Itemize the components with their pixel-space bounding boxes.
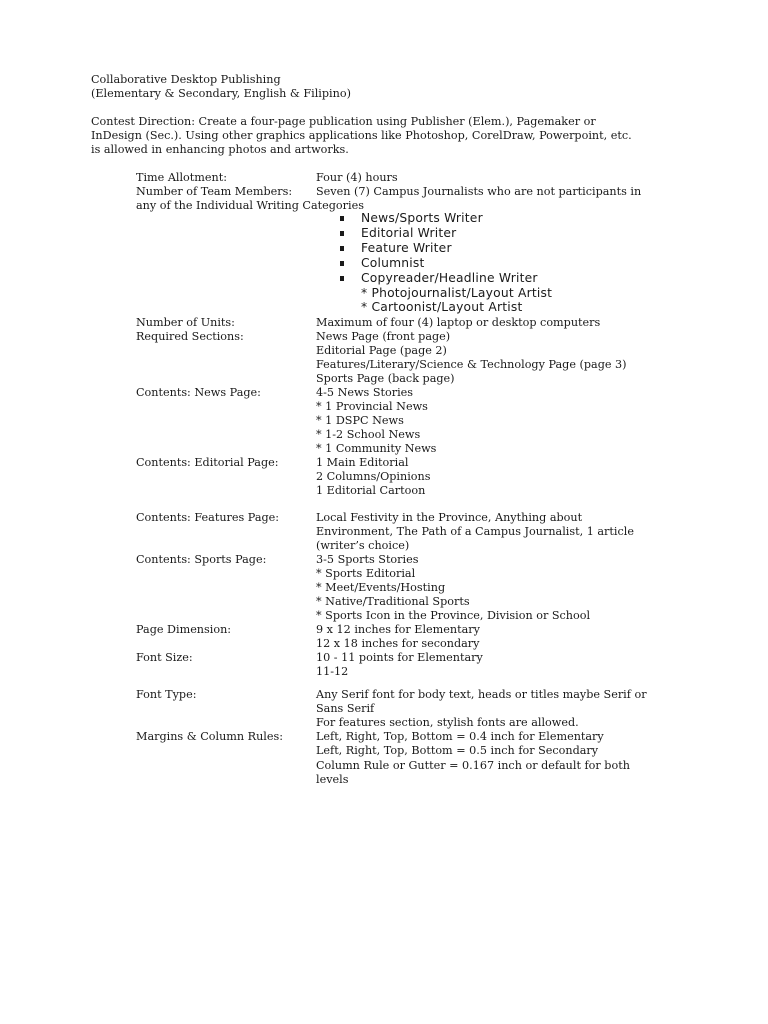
- team-role-item: Copyreader/Headline Writer: [361, 271, 538, 285]
- document-subtitle: (Elementary & Secondary, English & Filipino): [91, 87, 351, 100]
- font-type-line: Sans Serif: [316, 702, 375, 715]
- sections-line: Features/Literary/Science & Technology Page (page 3): [316, 358, 627, 371]
- sports-page-line: * Meet/Events/Hosting: [316, 581, 446, 594]
- font-type-label: Font Type:: [136, 688, 197, 701]
- team-members-continued: any of the Individual Writing Categories: [136, 199, 364, 212]
- team-role-item: Columnist: [361, 256, 425, 270]
- editorial-page-label: Contents: Editorial Page:: [136, 456, 279, 469]
- page-dimension-line: 9 x 12 inches for Elementary: [316, 623, 480, 636]
- units-label: Number of Units:: [136, 316, 235, 329]
- sections-label: Required Sections:: [136, 330, 244, 343]
- margins-line: Left, Right, Top, Bottom = 0.4 inch for Elementary: [316, 730, 604, 743]
- margins-label: Margins & Column Rules:: [136, 730, 284, 743]
- news-page-line: * 1-2 School News: [316, 428, 421, 441]
- sports-page-line: * Sports Icon in the Province, Division or School: [316, 609, 591, 622]
- features-page-line: Local Festivity in the Province, Anything about: [316, 511, 583, 524]
- page-dimension-line: 12 x 18 inches for secondary: [316, 637, 480, 650]
- time-allotment-label: Time Allotment:: [136, 171, 227, 184]
- sections-line: News Page (front page): [316, 330, 451, 343]
- team-role-item: Feature Writer: [361, 241, 452, 255]
- font-size-line: 11-12: [316, 665, 349, 678]
- features-page-line: (writer’s choice): [316, 539, 410, 552]
- news-page-label: Contents: News Page:: [136, 386, 261, 399]
- page-dimension-label: Page Dimension:: [136, 623, 232, 636]
- team-members-label: Number of Team Members:: [136, 185, 293, 198]
- bullet-icon: [340, 276, 344, 281]
- features-page-line: Environment, The Path of a Campus Journalist, 1 article: [316, 525, 634, 538]
- document-title: Collaborative Desktop Publishing: [91, 73, 281, 86]
- news-page-line: * 1 Provincial News: [316, 400, 428, 413]
- margins-line: Column Rule or Gutter = 0.167 inch or default for both: [316, 759, 630, 772]
- sections-line: Sports Page (back page): [316, 372, 455, 385]
- font-type-line: Any Serif font for body text, heads or titles maybe Serif or: [316, 688, 647, 701]
- font-size-label: Font Size:: [136, 651, 193, 664]
- direction-line: Contest Direction: Create a four-page publication using Publisher (Elem.), Pagemaker or: [91, 115, 596, 128]
- editorial-page-line: 1 Editorial Cartoon: [316, 484, 426, 497]
- sports-page-line: 3-5 Sports Stories: [316, 553, 419, 566]
- margins-line: levels: [316, 773, 349, 786]
- font-size-line: 10 - 11 points for Elementary: [316, 651, 483, 664]
- features-page-label: Contents: Features Page:: [136, 511, 280, 524]
- sports-page-line: * Sports Editorial: [316, 567, 416, 580]
- team-role-extra: * Cartoonist/Layout Artist: [361, 300, 523, 314]
- sports-page-label: Contents: Sports Page:: [136, 553, 267, 566]
- bullet-icon: [340, 231, 344, 236]
- direction-line: InDesign (Sec.). Using other graphics applications like Photoshop, CorelDraw, Powerpoint, etc.: [91, 129, 632, 142]
- margins-line: Left, Right, Top, Bottom = 0.5 inch for Secondary: [316, 744, 599, 757]
- news-page-line: * 1 DSPC News: [316, 414, 404, 427]
- editorial-page-line: 1 Main Editorial: [316, 456, 409, 469]
- team-members-value: Seven (7) Campus Journalists who are not participants in: [316, 185, 642, 198]
- news-page-line: 4-5 News Stories: [316, 386, 414, 399]
- bullet-icon: [340, 246, 344, 251]
- units-value: Maximum of four (4) laptop or desktop computers: [316, 316, 601, 329]
- team-role-extra: * Photojournalist/Layout Artist: [361, 286, 553, 300]
- font-type-line: For features section, stylish fonts are allowed.: [316, 716, 579, 729]
- time-allotment-value: Four (4) hours: [316, 171, 398, 184]
- direction-line: is allowed in enhancing photos and artworks.: [91, 143, 349, 156]
- team-role-item: Editorial Writer: [361, 226, 457, 240]
- team-role-item: News/Sports Writer: [361, 211, 483, 225]
- sections-line: Editorial Page (page 2): [316, 344, 447, 357]
- news-page-line: * 1 Community News: [316, 442, 437, 455]
- sports-page-line: * Native/Traditional Sports: [316, 595, 470, 608]
- bullet-icon: [340, 261, 344, 266]
- editorial-page-line: 2 Columns/Opinions: [316, 470, 431, 483]
- bullet-icon: [340, 216, 344, 221]
